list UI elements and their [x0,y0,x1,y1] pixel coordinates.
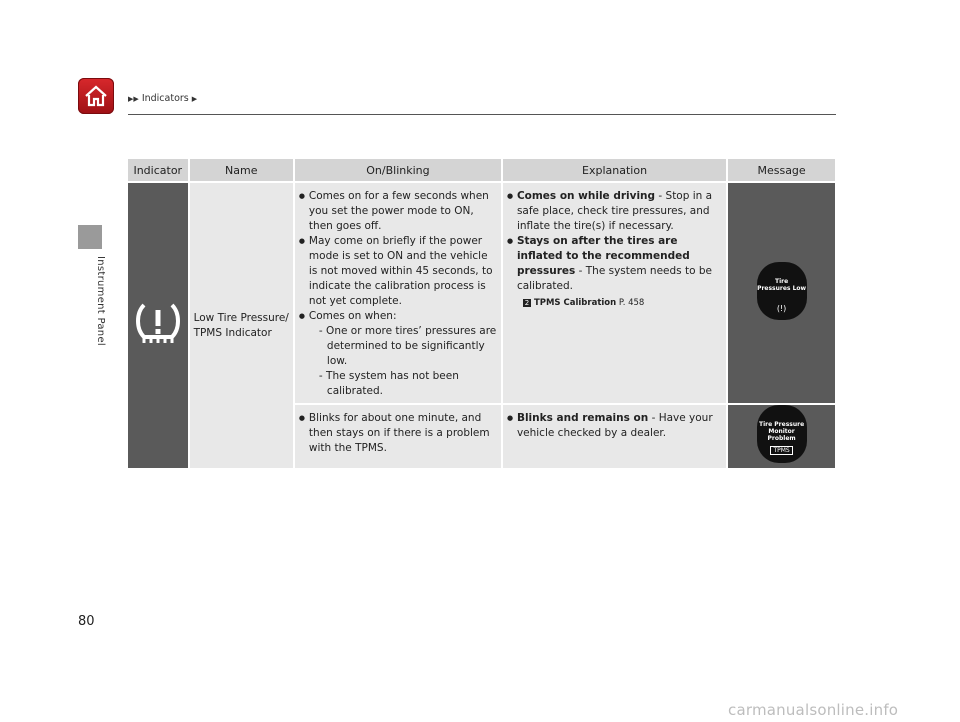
explanation-term: Comes on while driving [516,190,656,202]
on-blinking-cell-2 [295,405,501,468]
list-item: ● May come on briefly if the power mode is set to ON and the vehicle is not moved within 45 seconds, to indicate the calibration process is not yet complete. [299,234,497,309]
list-item [299,309,497,399]
list-item-text: Comes on when: [308,310,397,322]
explanation-text: - Stop in a safe place, check tire pressures, and inflate the tire(s) if necessary. [516,190,713,232]
list-item [507,411,722,441]
sub-item: - The system has not been calibrated. [318,370,459,397]
breadcrumb [128,93,197,104]
message-line: Tire [774,277,789,285]
explanation-cell-1 [503,183,726,403]
col-name: Name [190,159,293,181]
header-divider [128,114,836,115]
list-item: ● Comes on for a few seconds when you set the power mode to ON, then goes off. [299,189,497,234]
message-display [757,262,807,320]
sub-item: - One or more tires’ pressures are determined to be significantly low. [318,325,497,367]
col-explanation: Explanation [503,159,726,181]
reference-title: TPMS Calibration [533,298,617,308]
reference-page: P. 458 [618,298,645,308]
name-cell: Low Tire Pressure/ TPMS Indicator [190,183,293,468]
tpms-badge: TPMS [770,446,792,455]
message-display [757,405,807,463]
list-item [507,234,722,294]
low-tire-pressure-icon [132,299,184,347]
table-header-row [128,159,835,181]
watermark: carmanualsonline.info [728,701,899,719]
breadcrumb-arrow-end: ▶ [191,95,198,103]
breadcrumb-arrows: ▶▶ [128,95,139,103]
reference-arrow-icon: 2 [524,299,530,307]
col-message: Message [728,159,835,181]
home-icon [83,83,109,109]
message-line: Tire Pressure [759,421,805,428]
page-number: 80 [78,614,95,629]
breadcrumb-indicators-link[interactable]: Indicators [141,93,189,104]
explanation-text: - Have your vehicle checked by a dealer. [516,412,713,439]
message-line: Pressures Low [757,284,807,292]
message-cell-1 [728,183,835,403]
explanation-term: Stays on after the tires are inflated to the recommended pressures [516,235,690,277]
indicator-cell [128,183,188,468]
message-line: Monitor Problem [767,428,796,442]
section-label: Instrument Panel [95,256,106,346]
reference-link[interactable] [523,296,722,311]
list-item [507,189,722,234]
list-item: ● Blinks for about one minute, and then stays on if there is a problem with the TPMS. [299,411,497,456]
table-row [128,183,835,403]
col-on-blinking: On/Blinking [295,159,501,181]
message-cell-2 [728,405,835,468]
indicator-table [126,157,837,470]
on-blinking-cell-1 [295,183,501,403]
explanation-text: - The system needs to be calibrated. [516,265,712,292]
explanation-cell-2 [503,405,726,468]
section-tab[interactable] [78,225,102,249]
explanation-term: Blinks and remains on [516,412,649,424]
col-indicator: Indicator [128,159,188,181]
home-button[interactable] [78,78,114,114]
low-tire-pressure-icon: (!) [776,303,787,313]
